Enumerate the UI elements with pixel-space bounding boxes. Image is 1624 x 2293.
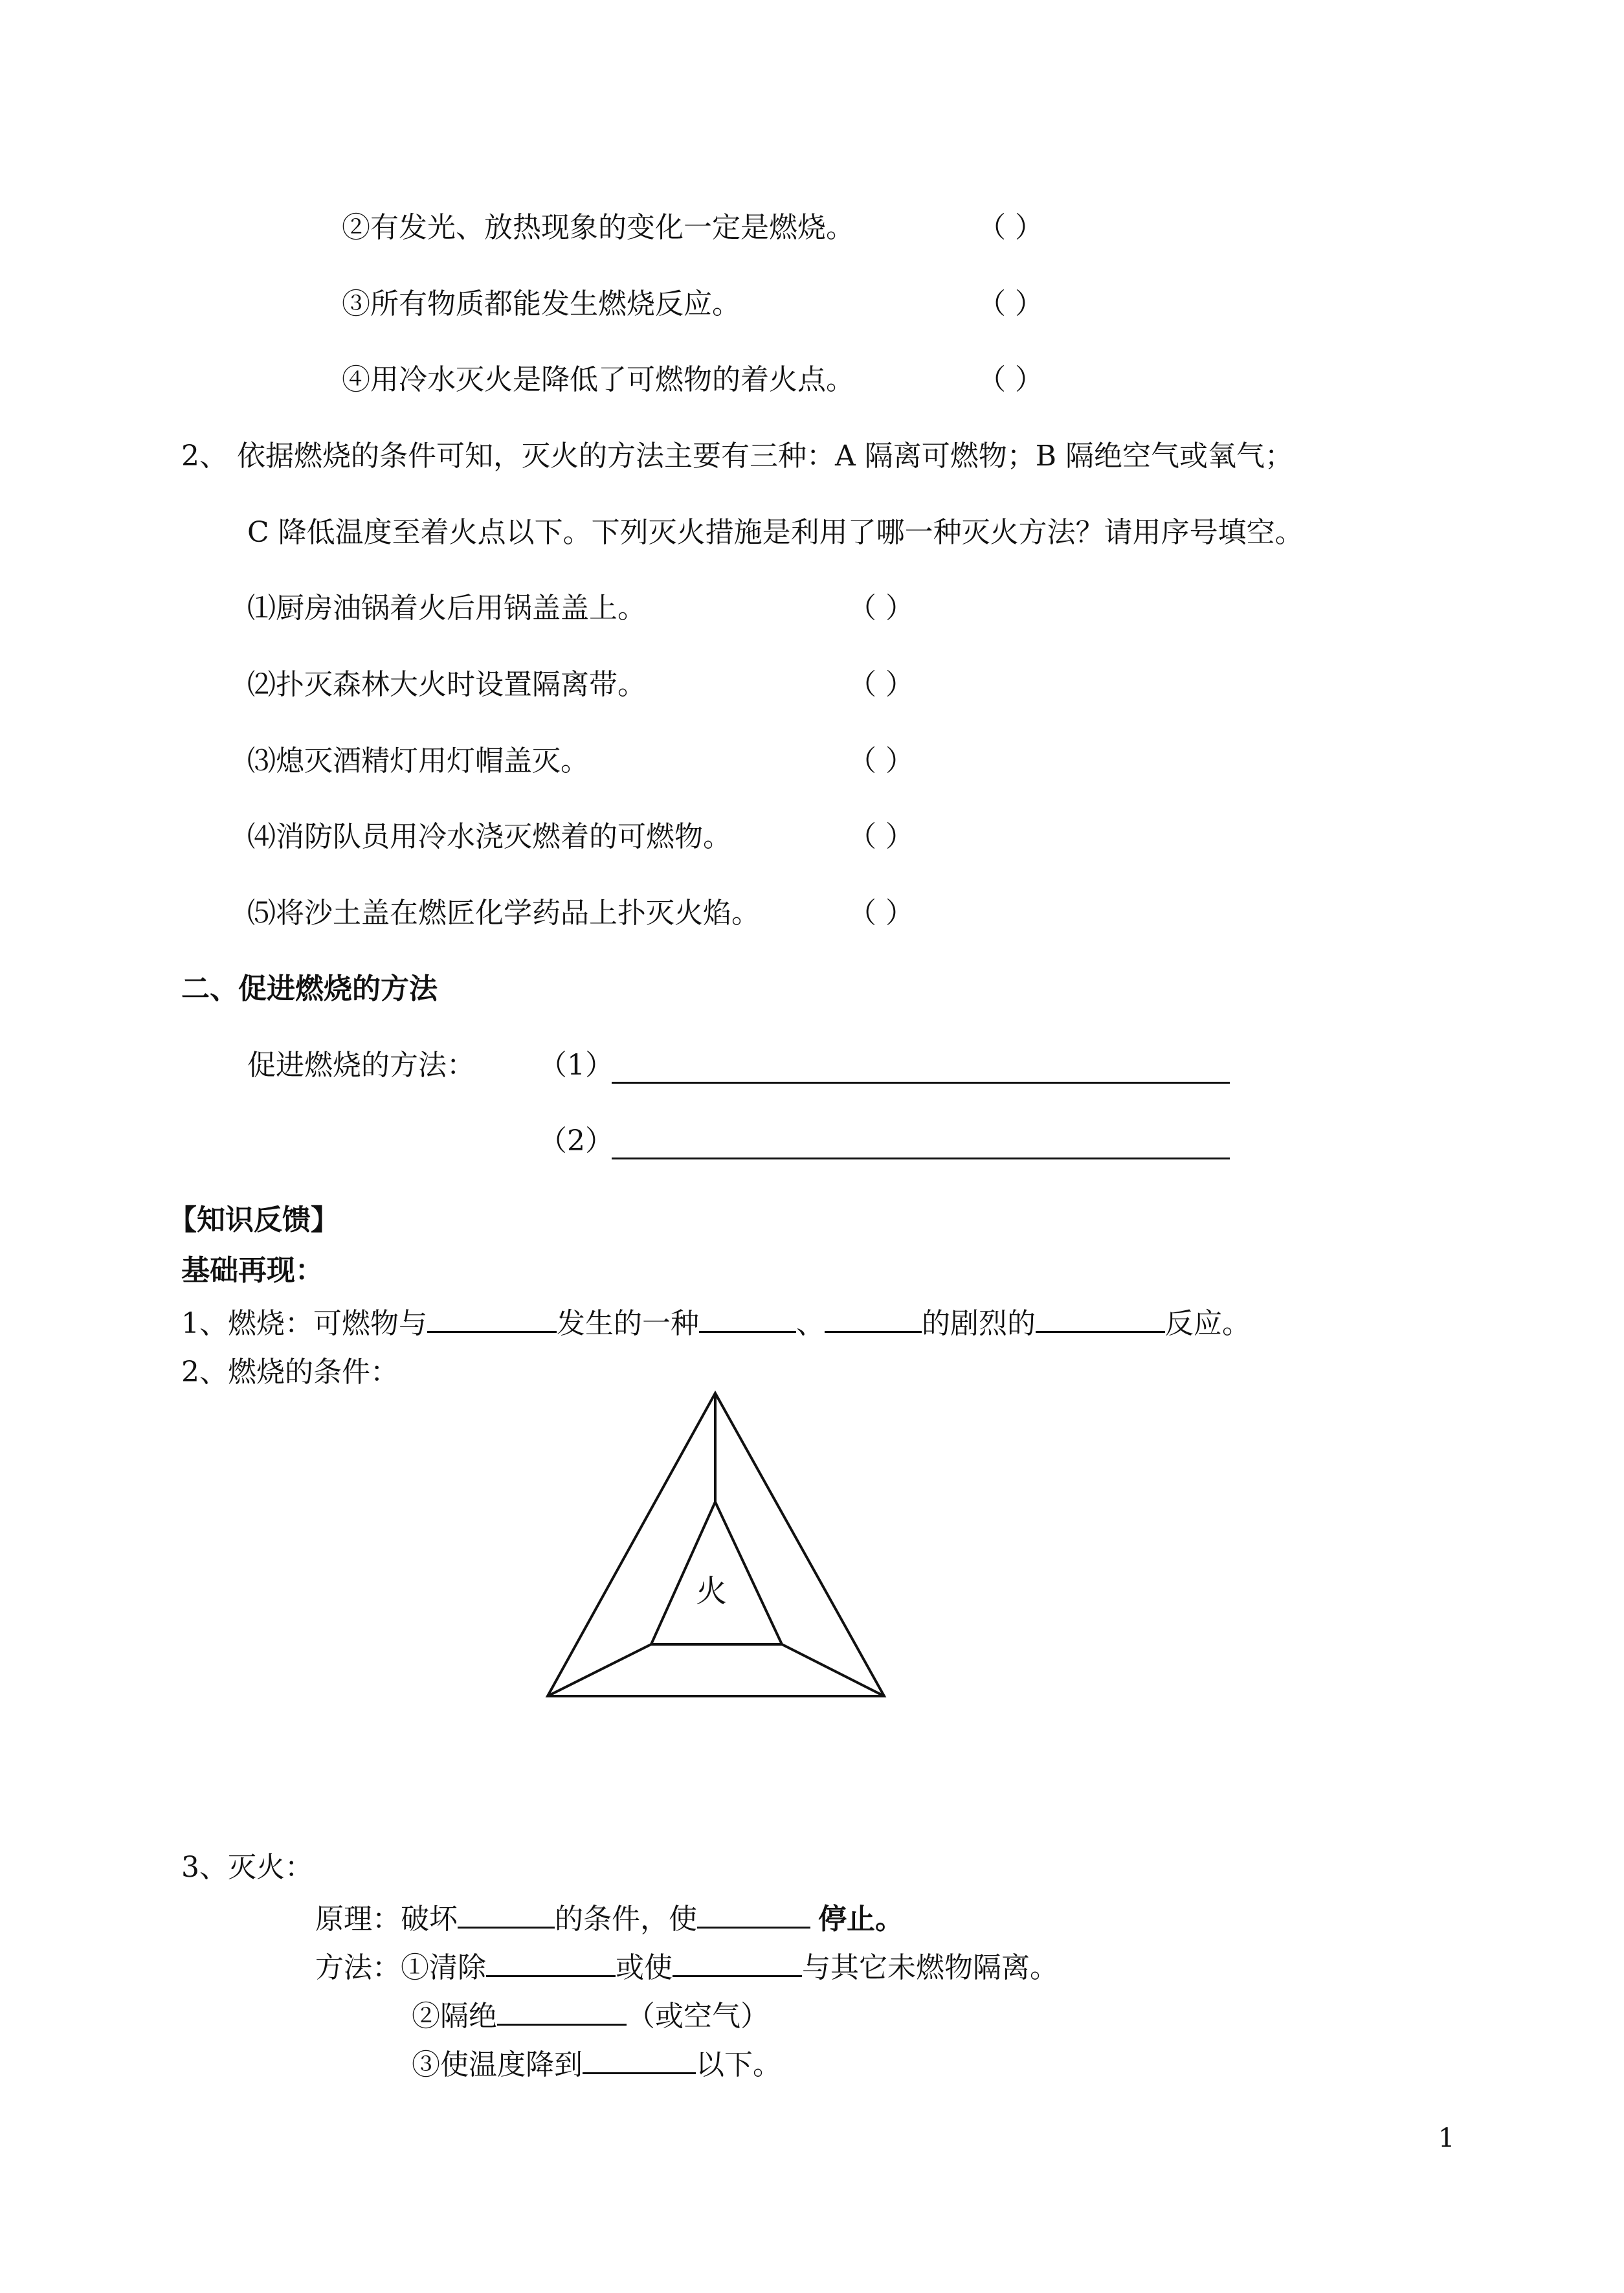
method-blank-a[interactable] xyxy=(486,1945,616,1977)
section2-heading: 二、促进燃烧的方法 xyxy=(181,972,438,1005)
method2-text-b: （或空气） xyxy=(627,2000,769,2033)
feedback-q1-text-a: 1、燃烧：可燃物与 xyxy=(181,1307,427,1340)
method3-blank[interactable] xyxy=(583,2042,696,2074)
feedback-heading: 【知识反馈】 xyxy=(168,1203,339,1236)
method-blank-b[interactable] xyxy=(673,1945,802,1977)
page-number: 1 xyxy=(1438,2123,1455,2153)
feedback-q3-principle xyxy=(315,1897,904,1939)
feedback-q1-text-e: 反应。 xyxy=(1165,1307,1251,1340)
feedback-q3-method-3 xyxy=(412,2042,781,2085)
feedback-q1-text-d: 的剧烈的 xyxy=(922,1307,1036,1340)
judge-bracket-2[interactable]: （ ） xyxy=(977,211,1043,244)
section2-label: 促进燃烧的方法： xyxy=(247,1049,475,1082)
principle-text-a: 原理：破坏 xyxy=(315,1903,458,1936)
q2-line2: C 降低温度至着火点以下。下列灭火措施是利用了哪一种灭火方法？请用序号填空。 xyxy=(247,516,1304,549)
judge-item-4: ④用冷水灭火是降低了可燃物的着火点。 xyxy=(342,363,854,396)
q2-item-3: ⑶熄灭酒精灯用灯帽盖灭。 xyxy=(247,744,589,777)
judge-bracket-4[interactable]: （ ） xyxy=(977,363,1043,396)
q2-item-1: ⑴厨房油锅着火后用锅盖盖上。 xyxy=(247,592,646,625)
triangle-center-label: 火 xyxy=(696,1573,728,1609)
q2-bracket-3[interactable]: （ ） xyxy=(848,744,914,777)
judge-item-2: ②有发光、放热现象的变化一定是燃烧。 xyxy=(342,211,854,244)
principle-blank-b[interactable] xyxy=(697,1897,810,1929)
principle-blank-a[interactable] xyxy=(458,1897,555,1929)
q2-bracket-1[interactable]: （ ） xyxy=(848,592,914,625)
q2-item-2: ⑵扑灭森林大火时设置隔离带。 xyxy=(247,668,646,701)
principle-text-b: 的条件，使 xyxy=(555,1903,697,1936)
feedback-q2: 2、燃烧的条件： xyxy=(181,1356,399,1389)
feedback-q3-method-2 xyxy=(412,1994,769,2036)
feedback-q3-method xyxy=(315,1945,1058,1987)
judge-item-3: ③所有物质都能发生燃烧反应。 xyxy=(342,287,740,320)
method-text-b: 或使 xyxy=(616,1951,673,1984)
method2-text-a: ②隔绝 xyxy=(412,2000,497,2033)
q2-item-4: ⑷消防队员用冷水浇灭燃着的可燃物。 xyxy=(247,820,731,853)
method3-text-b: 以下。 xyxy=(696,2048,781,2081)
q2-bracket-2[interactable]: （ ） xyxy=(848,668,914,701)
section2-blank2-label: （2） xyxy=(539,1124,614,1158)
q2-item-5: ⑸将沙土盖在燃匠化学药品上扑灭火焰。 xyxy=(247,897,760,930)
method-text-c: 与其它未燃物隔离。 xyxy=(802,1951,1058,1984)
section2-blank1-label: （1） xyxy=(539,1049,614,1082)
q2-bracket-4[interactable]: （ ） xyxy=(848,820,914,853)
feedback-q3-title: 3、灭火： xyxy=(181,1851,313,1884)
q2-bracket-5[interactable]: （ ） xyxy=(848,897,914,930)
judge-bracket-3[interactable]: （ ） xyxy=(977,287,1043,320)
feedback-q1-text-b: 发生的一种 xyxy=(557,1307,699,1340)
method2-blank[interactable] xyxy=(497,1994,627,2026)
method-text-a: 方法：①清除 xyxy=(315,1951,486,1984)
feedback-subheading: 基础再现： xyxy=(181,1254,324,1287)
principle-text-c: 停止。 xyxy=(818,1903,904,1936)
method3-text-a: ③使温度降到 xyxy=(412,2048,583,2081)
q2-line1: 2、 依据燃烧的条件可知，灭火的方法主要有三种：A 隔离可燃物；B 隔绝空气或氧气； xyxy=(181,440,1294,473)
feedback-q1-text-c: 、 xyxy=(796,1307,825,1340)
